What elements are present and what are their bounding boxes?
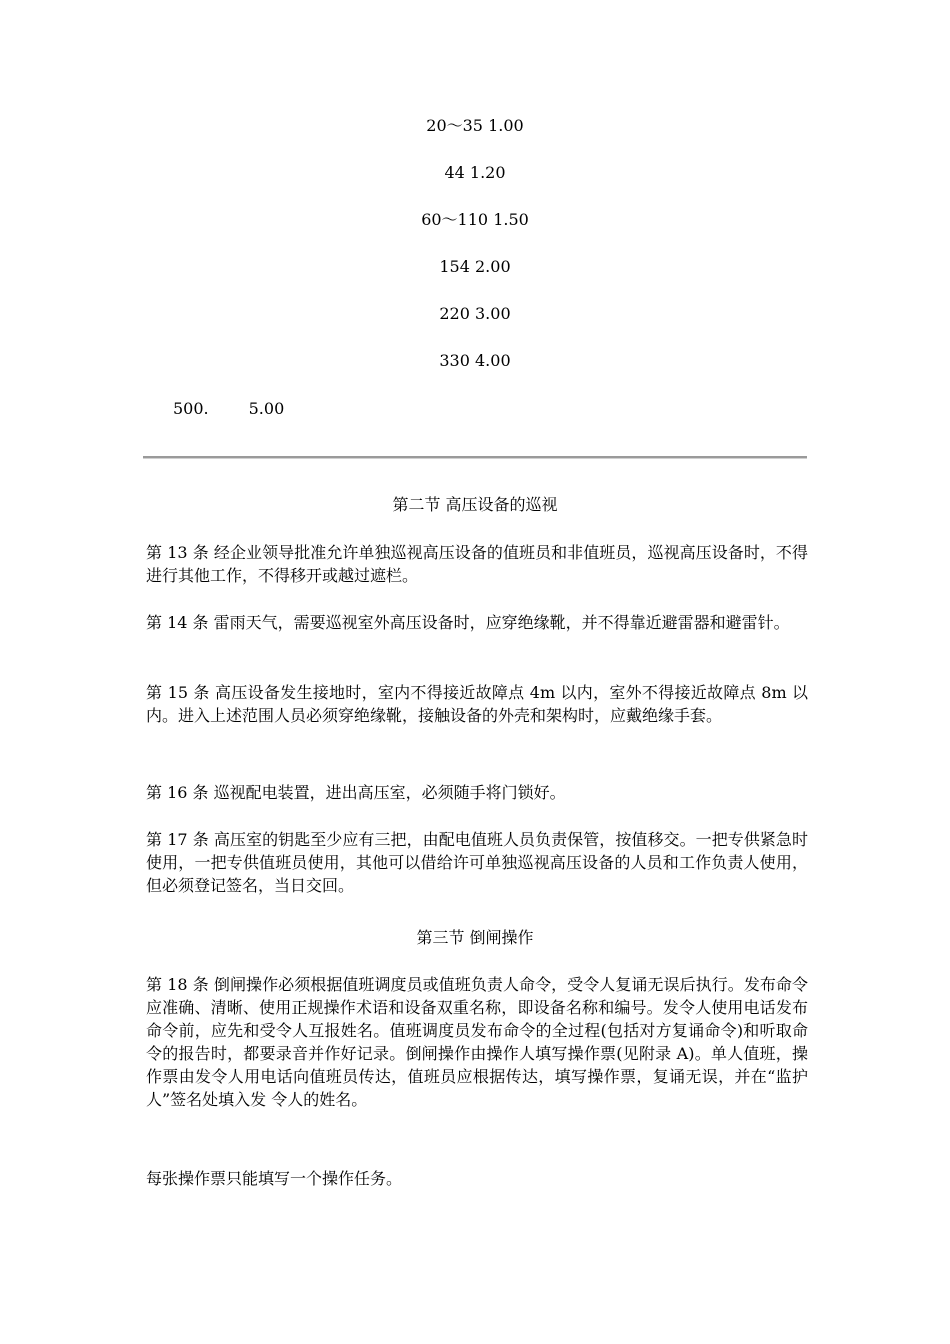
article-paragraph: 第 18 条 倒闸操作必须根据值班调度员或值班负责人命令，受令人复诵无误后执行。发布命令应准确、清晰、使用正规操作术语和设备双重名称，即设备名称和编号。发令人使用电话发布命令前，应先和受令人互报姓名。值班调度员发布命令的全过程(包括对方复诵命令)和听取命令的报告时，都要录音并作好记录。倒闸操作由操作人填写操作票(见附录 A)。单人值班，操作票由发令人用电话向值班员传达，值班员应根据传达，填写操作票，复诵无误，并在“监护人”签名处填入发 令人的姓名。 [146,975,808,1109]
voltage-value: 20～35 [426,116,483,135]
article-paragraph: 第 15 条 高压设备发生接地时，室内不得接近故障点 4m 以内，室外不得接近故障点 8m 以内。进入上述范围人员必须穿绝缘靴，接触设备的外壳和架构时，应戴绝缘手套。 [146,683,808,725]
voltage-value: 500. [173,399,209,418]
distance-value: 1.00 [488,116,524,135]
distance-value: 2.00 [475,257,511,276]
article-paragraph: 第 14 条 雷雨天气，需要巡视室外高压设备时，应穿绝缘靴，并不得靠近避雷器和避雷针。 [146,613,790,632]
table-row [0,115,950,137]
section-heading: 第二节 高压设备的巡视 [392,495,558,514]
section-heading: 第三节 倒闸操作 [416,928,534,947]
distance-value: 5.00 [248,399,285,418]
voltage-value: 154 [439,257,470,276]
distance-value: 4.00 [475,351,511,370]
table-row [0,256,950,278]
distance-value: 1.20 [469,163,506,182]
voltage-value: 330 [439,351,470,370]
voltage-value: 220 [439,304,470,323]
distance-value: 1.50 [493,210,529,229]
table-row [0,209,950,231]
article-paragraph: 第 16 条 巡视配电装置，进出高压室，必须随手将门锁好。 [146,783,566,802]
table-row [0,303,950,325]
article-paragraph: 第 13 条 经企业领导批准允许单独巡视高压设备的值班员和非值班员，巡视高压设备时，不得进行其他工作，不得移开或越过遮栏。 [146,543,808,585]
table-row [0,350,950,372]
table-row [173,398,284,420]
voltage-value: 60～110 [421,210,489,229]
article-paragraph: 第 17 条 高压室的钥匙至少应有三把，由配电值班人员负责保管，按值移交。一把专供紧急时使用，一把专供值班员使用，其他可以借给许可单独巡视高压设备的人员和工作负责人使用，但必须登记签名，当日交回。 [146,830,808,895]
article-paragraph: 每张操作票只能填写一个操作任务。 [146,1169,403,1188]
distance-value: 3.00 [475,304,511,323]
table-row [0,162,950,184]
horizontal-divider [143,456,807,459]
voltage-value: 44 [444,163,465,182]
